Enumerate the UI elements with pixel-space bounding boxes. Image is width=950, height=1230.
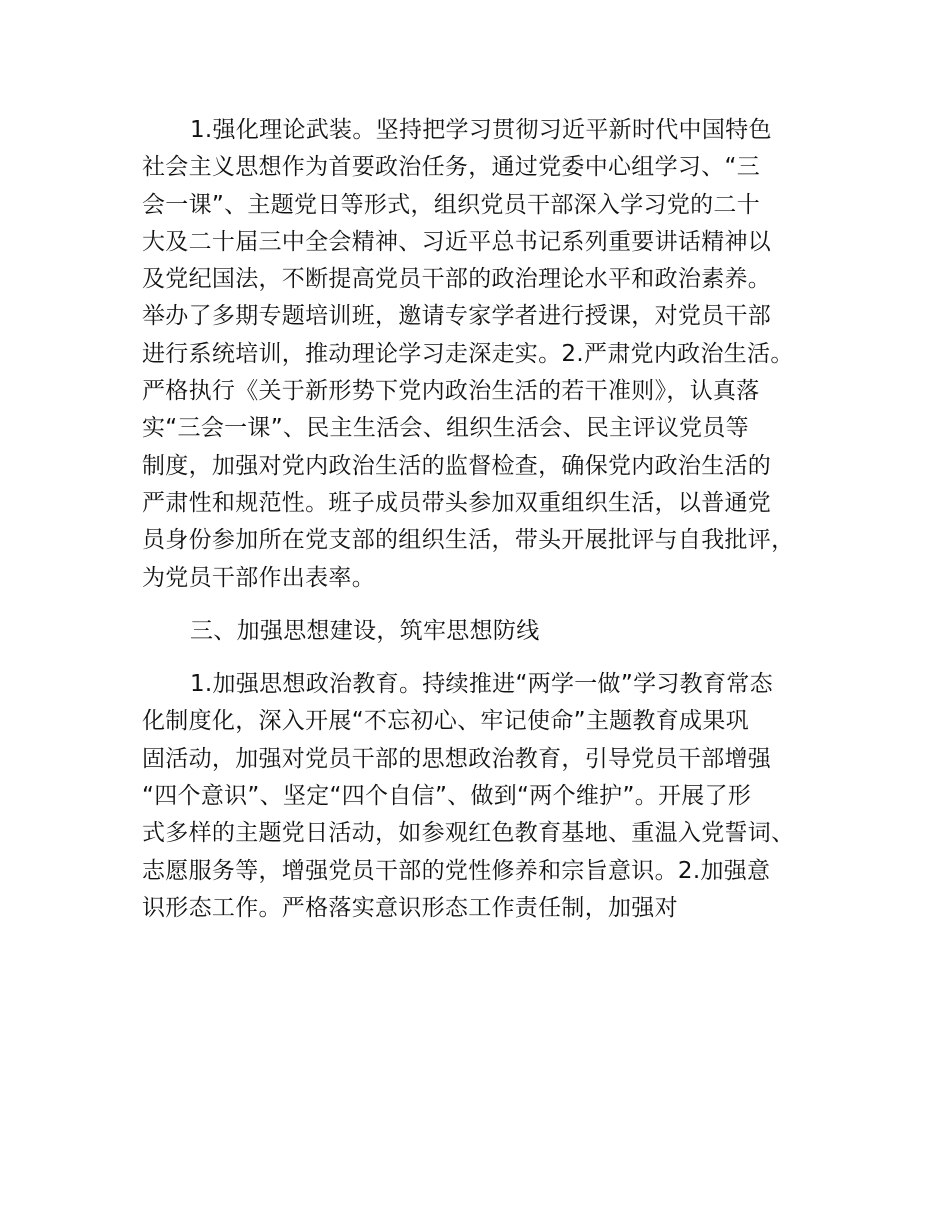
document-body [142, 112, 832, 927]
text-line: 进行系统培训，推动理论学习走深走实。2.严肃党内政治生活。 [142, 340, 794, 367]
text-line: 举办了多期专题培训班，邀请专家学者进行授课，对党员干部 [142, 303, 772, 330]
text-line: 会一课”、主题党日等形式，组织党员干部深入学习党的二十 [142, 191, 761, 218]
section-heading: 三、加强思想建设，筑牢思想防线 [190, 617, 540, 644]
text-line: 大及二十届三中全会精神、习近平总书记系列重要讲话精神以 [142, 228, 772, 255]
text-line: 化制度化，深入开展“不忘初心、牢记使命”主题教育成果巩 [142, 708, 749, 735]
text-line: 1.强化理论武装。坚持把学习贯彻习近平新时代中国特色 [190, 117, 772, 143]
text-line: 及党纪国法，不断提高党员干部的政治理论水平和政治素养。 [142, 266, 772, 293]
text-line: 固活动，加强对党员干部的思想政治教育，引导党员干部增强 [142, 745, 772, 772]
text-line: 制度，加强对党内政治生活的监督检查，确保党内政治生活的 [142, 452, 772, 479]
text-line: 为党员干部作出表率。 [142, 564, 375, 591]
paragraph-ideological-education [142, 666, 832, 927]
text-line: 实“三会一课”、民主生活会、组织生活会、民主评议党员等 [142, 415, 749, 442]
text-line: 社会主义思想作为首要政治任务，通过党委中心组学习、“三 [142, 154, 761, 181]
text-line: 严肃性和规范性。班子成员带头参加双重组织生活，以普通党 [142, 489, 772, 516]
text-line: 志愿服务等，增强党员干部的党性修养和宗旨意识。2.加强意 [142, 857, 771, 884]
text-line: “四个意识”、坚定“四个自信”、做到“两个维护”。开展了形 [142, 783, 752, 810]
text-line: 识形态工作。严格落实意识形态工作责任制，加强对 [142, 894, 678, 921]
paragraph-theory-and-political-life [142, 112, 832, 597]
text-line: 1.加强思想政治教育。持续推进“两学一做”学习教育常态 [190, 671, 773, 698]
text-line: 员身份参加所在党支部的组织生活，带头开展批评与自我批评， [142, 527, 795, 554]
text-line: 式多样的主题党日活动，如参观红色教育基地、重温入党誓词、 [142, 820, 795, 847]
text-line: 严格执行《关于新形势下党内政治生活的若干准则》，认真落 [142, 378, 760, 405]
